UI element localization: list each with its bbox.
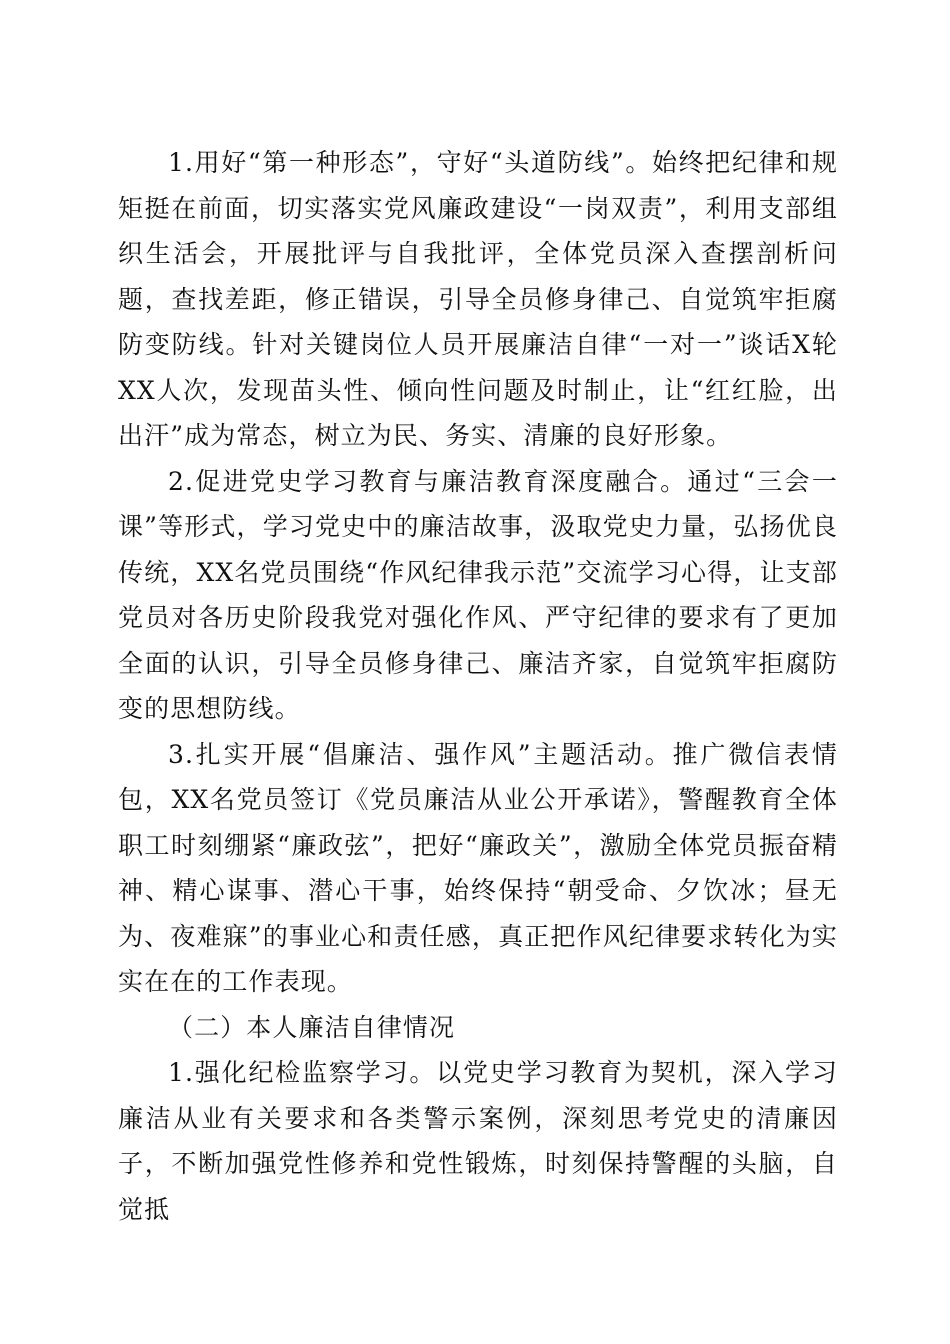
paragraph-theme-activity: 3.扎实开展“倡廉洁、强作风”主题活动。推广微信表情包，XX名党员签订《党员廉洁从业公开承诺》，警醒教育全体职工时刻绷紧“廉政弦”，把好“廉政关”，激励全体党员振奋精神、精心谋事、潜心干事，始终保持“朝受命、夕饮冰；昼无为、夜难寐”的事业心和责任感，真正把作风纪律要求转化为实实在在的工作表现。	[118, 739, 838, 996]
document-body	[118, 140, 838, 1232]
paragraph-party-history-integration: 2.促进党史学习教育与廉洁教育深度融合。通过“三会一课”等形式，学习党史中的廉洁故事，汲取党史力量，弘扬优良传统，XX名党员围绕“作风纪律我示范”交流学习心得，让支部党员对各历史阶段我党对强化作风、严守纪律的要求有了更加全面的认识，引导全员修身律己、廉洁齐家，自觉筑牢拒腐防变的思想防线。	[118, 466, 838, 723]
section-subheading: （二）本人廉洁自律情况	[168, 1012, 456, 1042]
paragraph-discipline-study: 1.强化纪检监察学习。以党史学习教育为契机，深入学习廉洁从业有关要求和各类警示案例，深刻思考党史的清廉因子，不断加强党性修养和党性锻炼，时刻保持警醒的头脑，自觉抵	[118, 1058, 838, 1224]
paragraph-first-form: 1.用好“第一种形态”，守好“头道防线”。始终把纪律和规矩挺在前面，切实落实党风廉政建设“一岗双责”，利用支部组织生活会，开展批评与自我批评，全体党员深入查摆剖析问题，查找差距，修正错误，引导全员修身律己、自觉筑牢拒腐防变防线。针对关键岗位人员开展廉洁自律“一对一”谈话X轮XX人次，发现苗头性、倾向性问题及时制止，让“红红脸，出出汗”成为常态，树立为民、务实、清廉的良好形象。	[118, 148, 838, 450]
